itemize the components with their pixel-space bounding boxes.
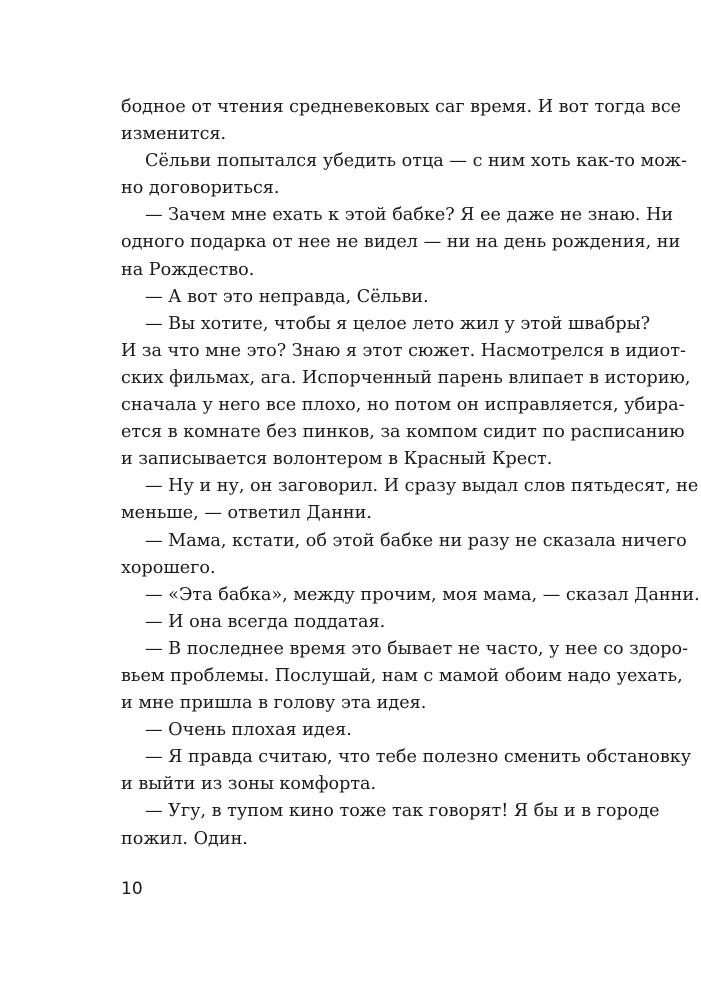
text-line: и выйти из зоны комфорта. xyxy=(121,774,377,795)
text-line: — А вот это неправда, Сёльви. xyxy=(145,286,429,307)
text-line: сначала у него все плохо, но потом он исправляется, убира- xyxy=(121,395,685,416)
text-line: И за что мне это? Знаю я этот сюжет. Насмотрелся в идиот- xyxy=(121,340,686,361)
text-line: меньше, — ответил Данни. xyxy=(121,503,372,524)
text-line: пожил. Один. xyxy=(121,828,248,849)
text-line: — Зачем мне ехать к этой бабке? Я ее даже не знаю. Ни xyxy=(145,205,674,226)
text-line: изменится. xyxy=(121,124,227,145)
page-body-text xyxy=(121,94,700,853)
text-line: — Я правда считаю, что тебе полезно сменить обстановку xyxy=(145,747,692,768)
text-line: бодное от чтения средневековых саг время. И вот тогда все xyxy=(121,97,682,117)
text-line: — Очень плохая идея. xyxy=(145,720,352,741)
text-line: — Мама, кстати, об этой бабке ни разу не сказала ничего xyxy=(145,530,687,551)
page-number: 10 xyxy=(121,879,143,899)
text-line: — Вы хотите, чтобы я целое лето жил у этой швабры? xyxy=(145,313,651,334)
text-line: — «Эта бабка», между прочим, моя мама, — сказал Данни. xyxy=(145,584,700,605)
text-line: — И она всегда поддатая. xyxy=(145,611,386,632)
text-line: хорошего. xyxy=(121,557,216,578)
text-line: одного подарка от нее не видел — ни на день рождения, ни xyxy=(121,232,681,253)
text-line: Сёльви попытался убедить отца — с ним хоть как-то мож- xyxy=(145,151,687,172)
text-line: — Угу, в тупом кино тоже так говорят! Я бы и в городе xyxy=(145,801,660,822)
text-line: но договориться. xyxy=(121,178,280,199)
text-line: — Ну и ну, он заговорил. И сразу выдал слов пятьдесят, не xyxy=(145,476,699,497)
text-line: на Рождество. xyxy=(121,259,255,280)
text-line: и записывается волонтером в Красный Крест. xyxy=(121,449,553,470)
text-line: — В последнее время это бывает не часто, у нее со здоро- xyxy=(145,638,689,659)
text-line: ется в комнате без пинков, за компом сидит по расписанию xyxy=(121,422,685,443)
text-line: вьем проблемы. Послушай, нам с мамой обоим надо уехать, xyxy=(121,665,683,686)
text-line: ских фильмах, ага. Испорченный парень влипает в историю, xyxy=(121,367,691,388)
text-line: и мне пришла в голову эта идея. xyxy=(121,693,427,714)
